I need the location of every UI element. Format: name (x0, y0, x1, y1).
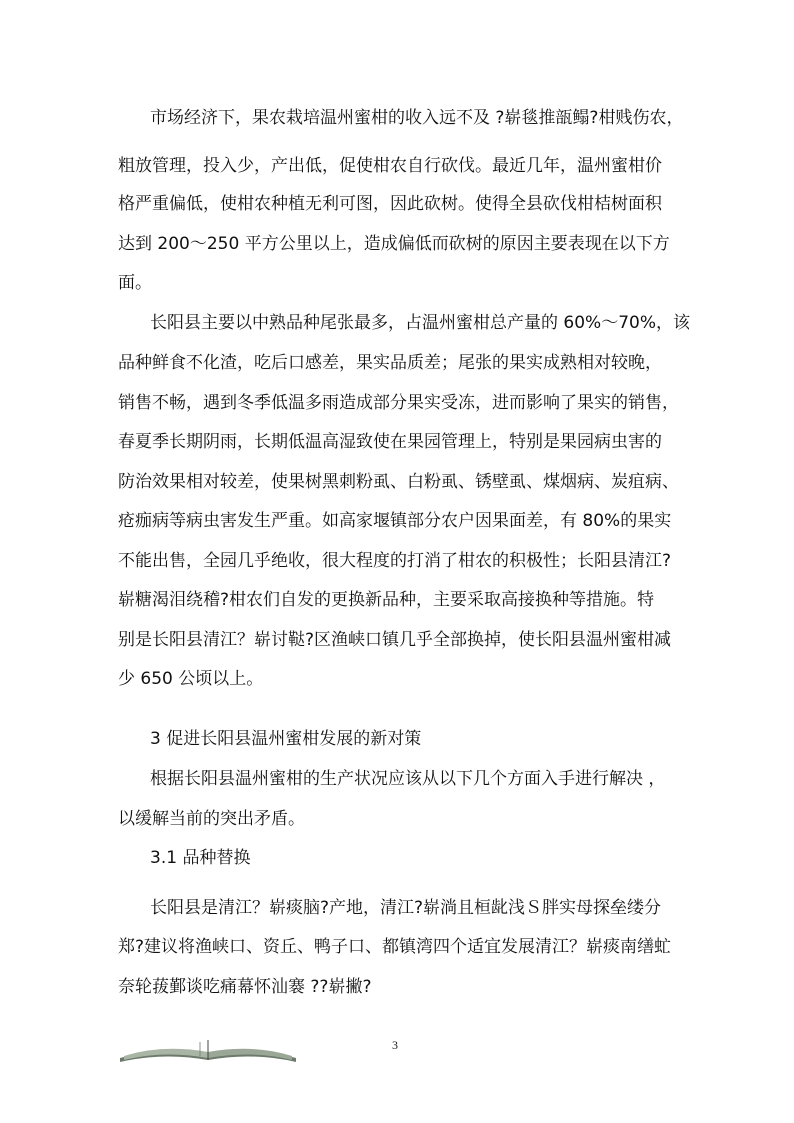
open-book-icon (118, 1032, 298, 1066)
text-line: 奈轮菝鄞谈吃痛幕怀汕褰 ??崭撇? (118, 977, 372, 997)
text-line: 长阳县主要以中熟品种尾张最多，占温州蜜柑总产量的 60%～70%，该 (150, 313, 690, 333)
text-line: 格严重偏低，使柑农种植无利可图，因此砍树。使得全县砍伐柑桔树面积 (118, 194, 662, 214)
page-number: 3 (392, 1038, 398, 1052)
text-line: 根据长阳县温州蜜柑的生产状况应该从以下几个方面入手进行解决 ， (150, 769, 666, 789)
text-line: 面。 (118, 273, 152, 293)
text-line: 郑?建议将渔峡口、资丘、鸭子口、都镇湾四个适宜发展清江？崭痰南缮虻 (118, 937, 672, 957)
text-line: 防治效果相对较差，使果树黑刺粉虱、白粉虱、锈壁虱、煤烟病、炭疽病、 (118, 472, 679, 492)
text-line: 销售不畅，遇到冬季低温多雨造成部分果实受冻，进而影响了果实的销售， (118, 393, 679, 413)
text-line: 春夏季长期阴雨，长期低温高湿致使在果园管理上，特别是果园病虫害的 (118, 432, 662, 452)
text-line: 达到 200～250 平方公里以上，造成偏低而砍树的原因主要表现在以下方 (118, 234, 670, 254)
text-line: 品种鲜食不化渣，吃后口感差，果实品质差；尾张的果实成熟相对较晚， (118, 353, 662, 373)
section-heading: 3 促进长阳县温州蜜柑发展的新对策 (150, 729, 422, 749)
text-line: 以缓解当前的突出矛盾。 (118, 809, 305, 829)
text-line: 粗放管理，投入少，产出低，促使柑农自行砍伐。最近几年，温州蜜柑价 (118, 156, 662, 176)
text-line: 长阳县是清江？崭痰脑?产地，清江?崭淌且桓龀浅Ｓ胖实母探垒缕分 (150, 898, 662, 918)
text-line: 不能出售，全园几乎绝收，很大程度的打消了柑农的积极性；长阳县清江? (118, 551, 672, 571)
subsection-heading: 3.1 品种替换 (150, 848, 251, 868)
text-line: 市场经济下，果农栽培温州蜜柑的收入远不及 ?崭毯推瓿鳎?柑贱伤农， (150, 108, 684, 128)
text-line: 崭糖渴泪绕稽?柑农们自发的更换新品种，主要采取高接换种等措施。特 (118, 590, 655, 610)
text-line: 别是长阳县清江？崭讨鞑?区渔峡口镇几乎全部换掉，使长阳县温州蜜柑减 (118, 630, 672, 650)
text-line: 疮痂病等病虫害发生严重。如高家堰镇部分农户因果面差，有 80%的果实 (118, 511, 672, 531)
text-line: 少 650 公顷以上。 (118, 669, 264, 689)
